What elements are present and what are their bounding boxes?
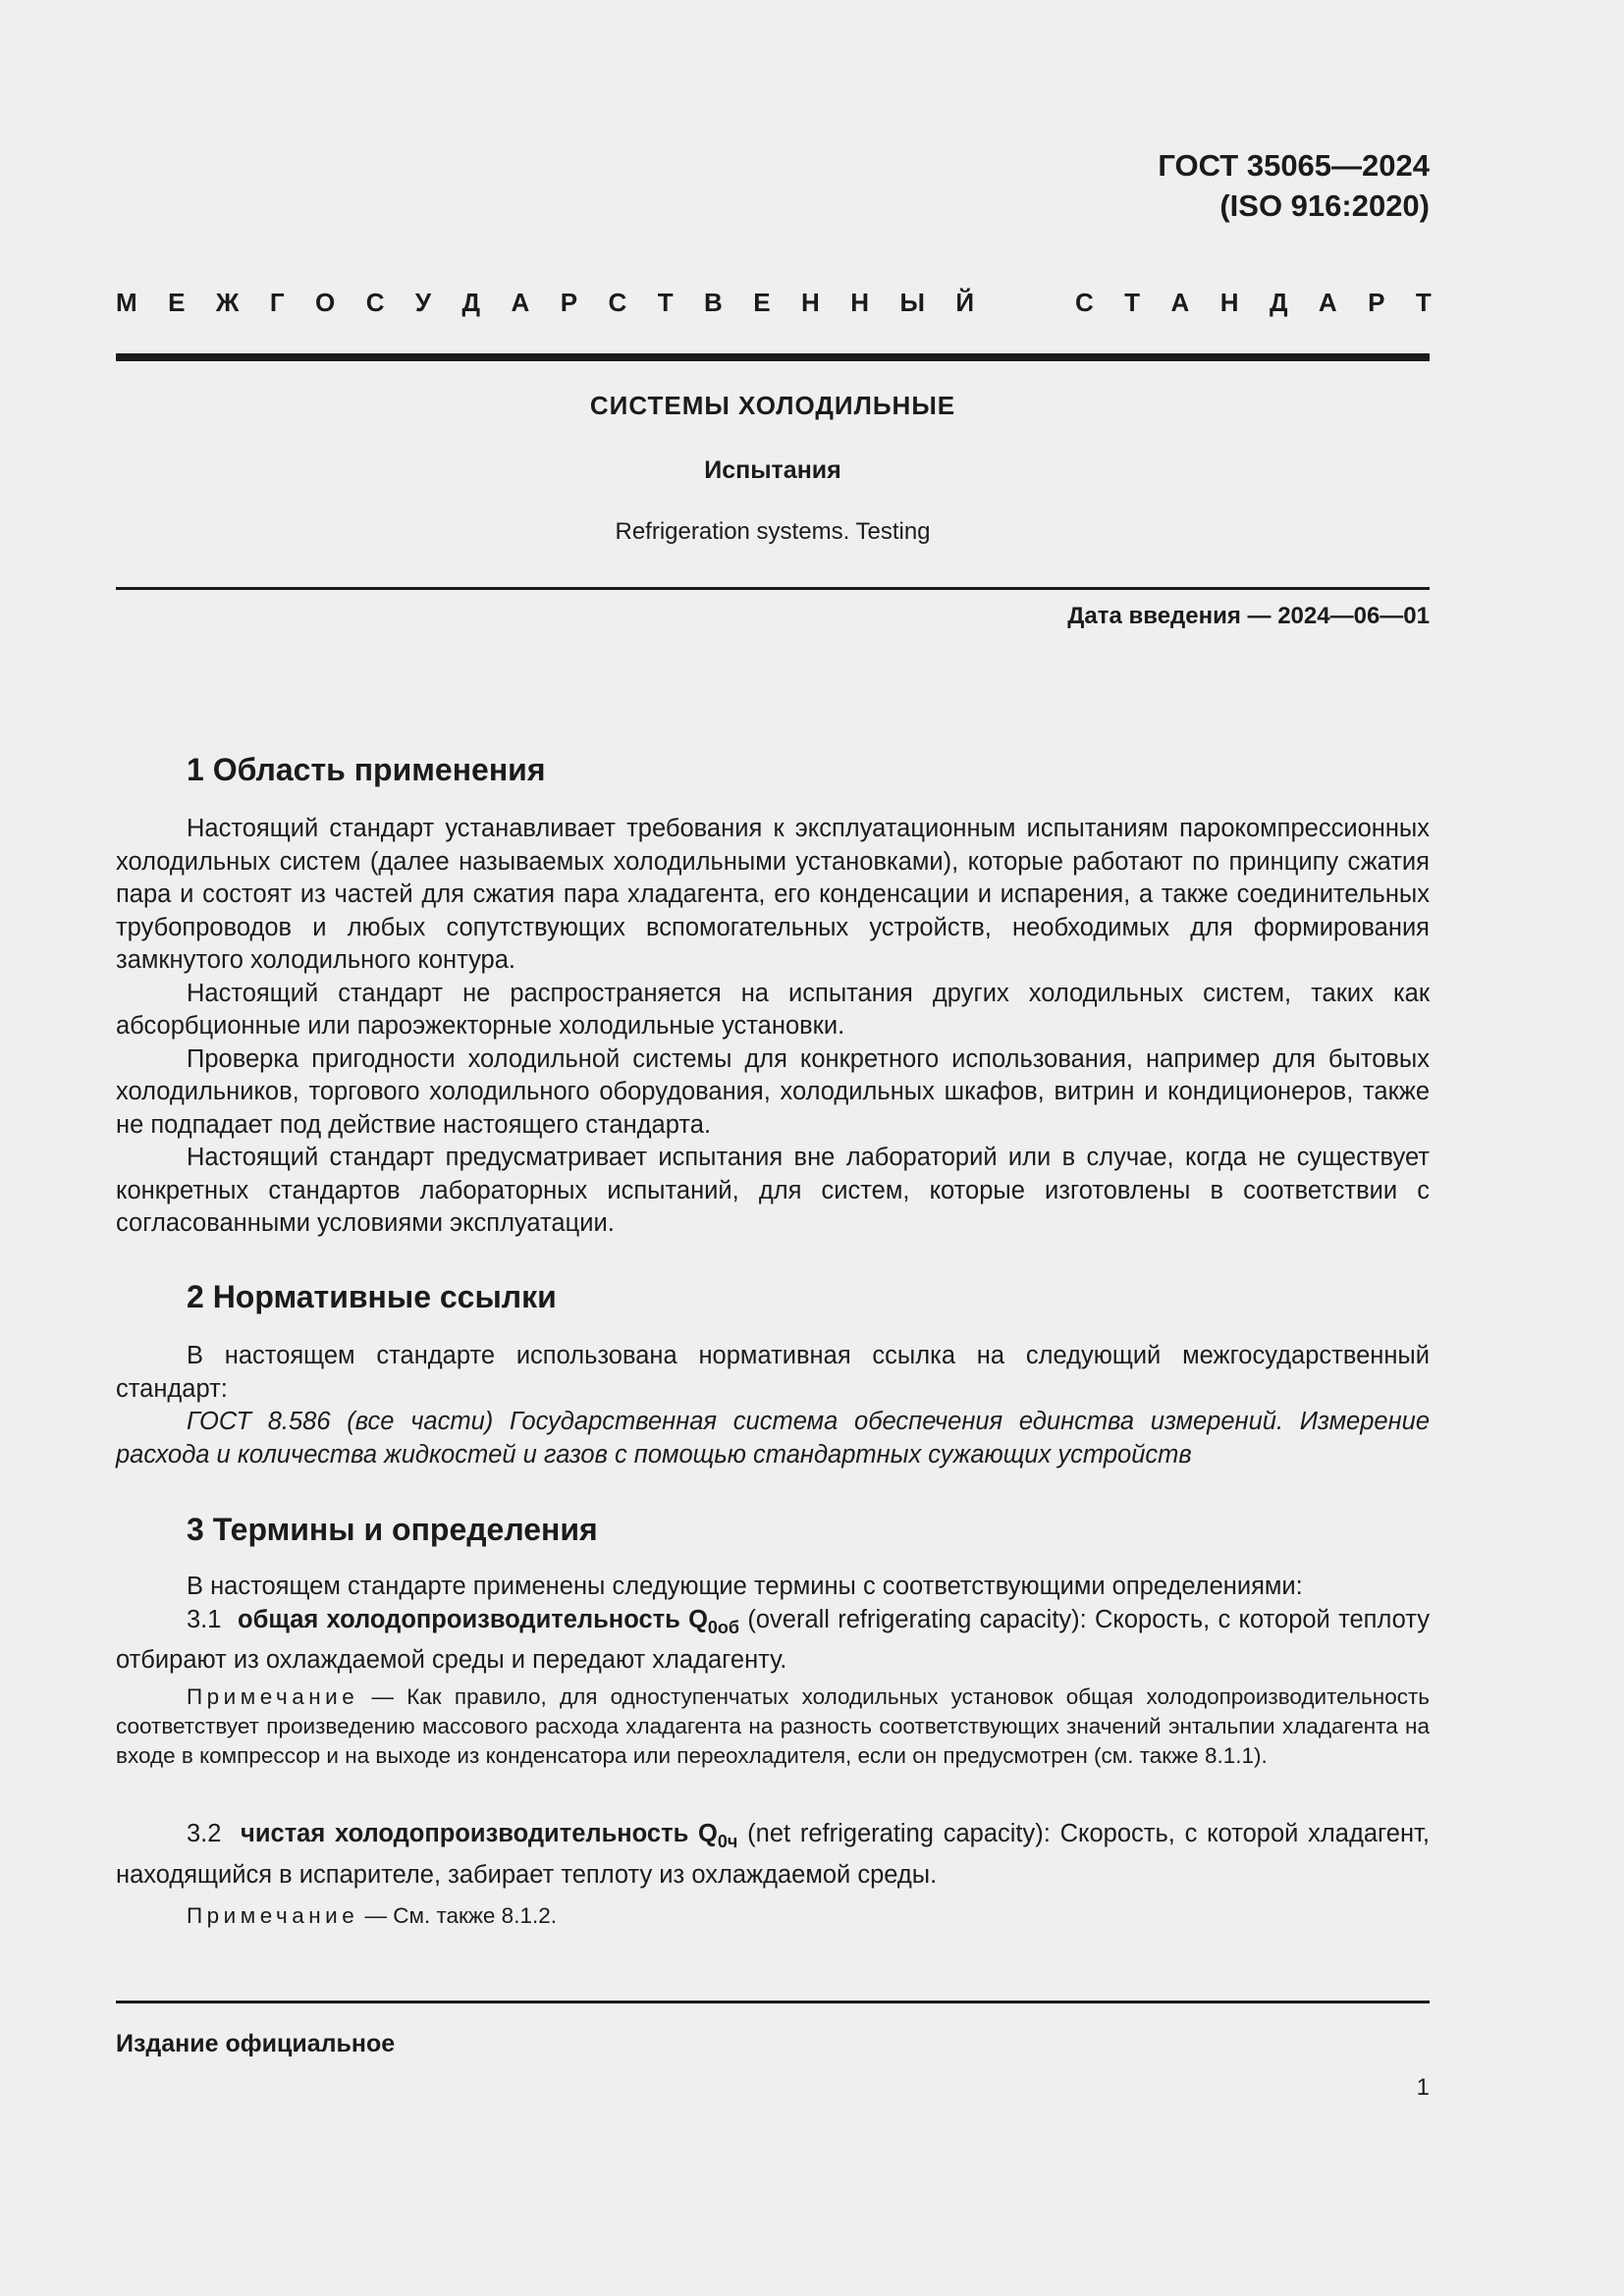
section-1-paragraph: Настоящий стандарт устанавливает требования к эксплуатационным испытаниям парокомпрессионных холодильных систем (далее называемых холодильными установками), которые работают по принципу сжатия пара и состоят из частей для сжатия пара хладагента, его конденсации и испарения, а также соединительных трубопроводов и любых сопутствующих вспомогательных устройств, необходимых для формирования замкнутого холодильного контура. <box>116 815 1430 974</box>
banner-word-gap <box>1005 288 1045 327</box>
note-text: — См. также 8.1.2. <box>358 1903 557 1928</box>
note-label: Примечание <box>187 1684 359 1709</box>
banner-letter: Г <box>269 288 285 317</box>
banner-letter: Е <box>168 288 186 317</box>
section-1-paragraph: Настоящий стандарт не распространяется на испытания других холодильных систем, таких как абсорбционные или пароэжекторные холодильные установки. <box>116 979 1430 1040</box>
note-3-1 <box>116 1682 1430 1771</box>
term-name: общая холодопроизводительность $Q_{0об}$ <box>238 1605 740 1637</box>
footer-rule <box>116 2001 1430 2003</box>
standard-code: ГОСТ 35065—2024 <box>1158 148 1430 183</box>
section-1-paragraph: Проверка пригодности холодильной системы для конкретного использования, например для бытовых холодильников, торгового холодильного оборудования, холодильных шкафов, витрин и кондиционеров, также не подпадает под действие настоящего стандарта. <box>116 1044 1430 1139</box>
banner-letter: Р <box>1368 288 1385 317</box>
banner-letter: С <box>1074 288 1094 317</box>
banner-letter: Н <box>1219 288 1239 317</box>
section-1-heading: 1 Область применения <box>187 752 546 787</box>
banner-letter: Е <box>753 288 771 317</box>
title-rule <box>116 587 1430 590</box>
term-number: 3.1 <box>187 1605 222 1633</box>
section-2-heading: 2 Нормативные ссылки <box>187 1279 557 1314</box>
section-1-paragraph: Настоящий стандарт предусматривает испытания вне лабораторий или в случае, когда не существует конкретных стандартов лабораторных испытаний, для систем, которые изготовлены в соответствии с согласованными условиями эксплуатации. <box>116 1144 1430 1237</box>
note-text: — Как правило, для одноступенчатых холодильных установок общая холодопроизводительность соответствует произведению массового расхода хладагента на разность соответствующих значений энтальпии хладагента на входе в компрессор и на выходе из конденсатора или переохладителя, если он предусмотрен (см. также 8.1.1). <box>116 1684 1430 1768</box>
banner-letter: А <box>1170 288 1190 317</box>
banner-letter: Т <box>657 288 674 317</box>
banner-letter: Ы <box>899 288 925 317</box>
term-subscript: 0ч <box>717 1832 738 1852</box>
term-subscript: 0об <box>707 1617 740 1637</box>
section-3-body <box>116 1571 1430 1678</box>
interstate-standard-banner <box>116 288 1432 327</box>
section-3-heading: 3 Термины и определения <box>187 1512 598 1547</box>
banner-letter: В <box>704 288 723 317</box>
term-3-2-block <box>116 1818 1430 1892</box>
banner-letter: Т <box>1124 288 1141 317</box>
banner-letter: Й <box>955 288 975 317</box>
banner-letter: Н <box>850 288 870 317</box>
term-3-2 <box>116 1818 1430 1892</box>
banner-letter: Р <box>560 288 578 317</box>
banner-letter: Н <box>801 288 820 317</box>
banner-letter: Д <box>1269 288 1288 317</box>
iso-code: (ISO 916:2020) <box>1219 188 1430 223</box>
banner-letter: А <box>511 288 530 317</box>
banner-letter: У <box>414 288 432 317</box>
section-2-body <box>116 1340 1430 1471</box>
section-1-body <box>116 813 1430 1241</box>
document-title-english: Refrigeration systems. Testing <box>615 518 931 545</box>
banner-letter: А <box>1318 288 1337 317</box>
note-label: Примечание <box>187 1903 359 1928</box>
term-definition: (net refrigerating capacity): Скорость, с которой хладагент, находящийся в испарителе, забирает теплоту из охлаждаемой среды. <box>116 1820 1430 1889</box>
term-definition: (overall refrigerating capacity): Скорость, с которой теплоту отбирают из охлаждаемой среды и передают хладагенту. <box>116 1605 1430 1675</box>
header-thick-rule <box>116 353 1430 361</box>
banner-letter: О <box>315 288 336 317</box>
banner-letter: С <box>365 288 385 317</box>
normative-reference: ГОСТ 8.586 (все части) Государственная система обеспечения единства измерений. Измерение расхода и количества жидкостей и газов с помощью стандартных сужающих устройств <box>116 1408 1430 1468</box>
banner-letter: М <box>116 288 137 317</box>
document-title: СИСТЕМЫ ХОЛОДИЛЬНЫЕ <box>589 391 956 420</box>
term-name: чистая холодопроизводительность $Q_{0ч}$ <box>241 1820 738 1852</box>
section-3-intro: В настоящем стандарте применены следующие термины с соответствующими определениями: <box>187 1573 1303 1600</box>
term-number: 3.2 <box>187 1820 222 1847</box>
page-number: 1 <box>1416 2074 1430 2101</box>
document-subtitle: Испытания <box>704 456 841 484</box>
term-3-1 <box>116 1604 1430 1678</box>
banner-letter: С <box>608 288 627 317</box>
banner-letter: Ж <box>215 288 240 317</box>
banner-letter: Д <box>461 288 481 317</box>
introduction-date: Дата введения — 2024—06—01 <box>1067 603 1430 629</box>
banner-letter: Т <box>1415 288 1432 317</box>
section-2-intro: В настоящем стандарте использована нормативная ссылка на следующий межгосударственный стандарт: <box>116 1342 1430 1403</box>
official-edition: Издание официальное <box>116 2030 396 2057</box>
note-3-2 <box>116 1901 1430 1931</box>
